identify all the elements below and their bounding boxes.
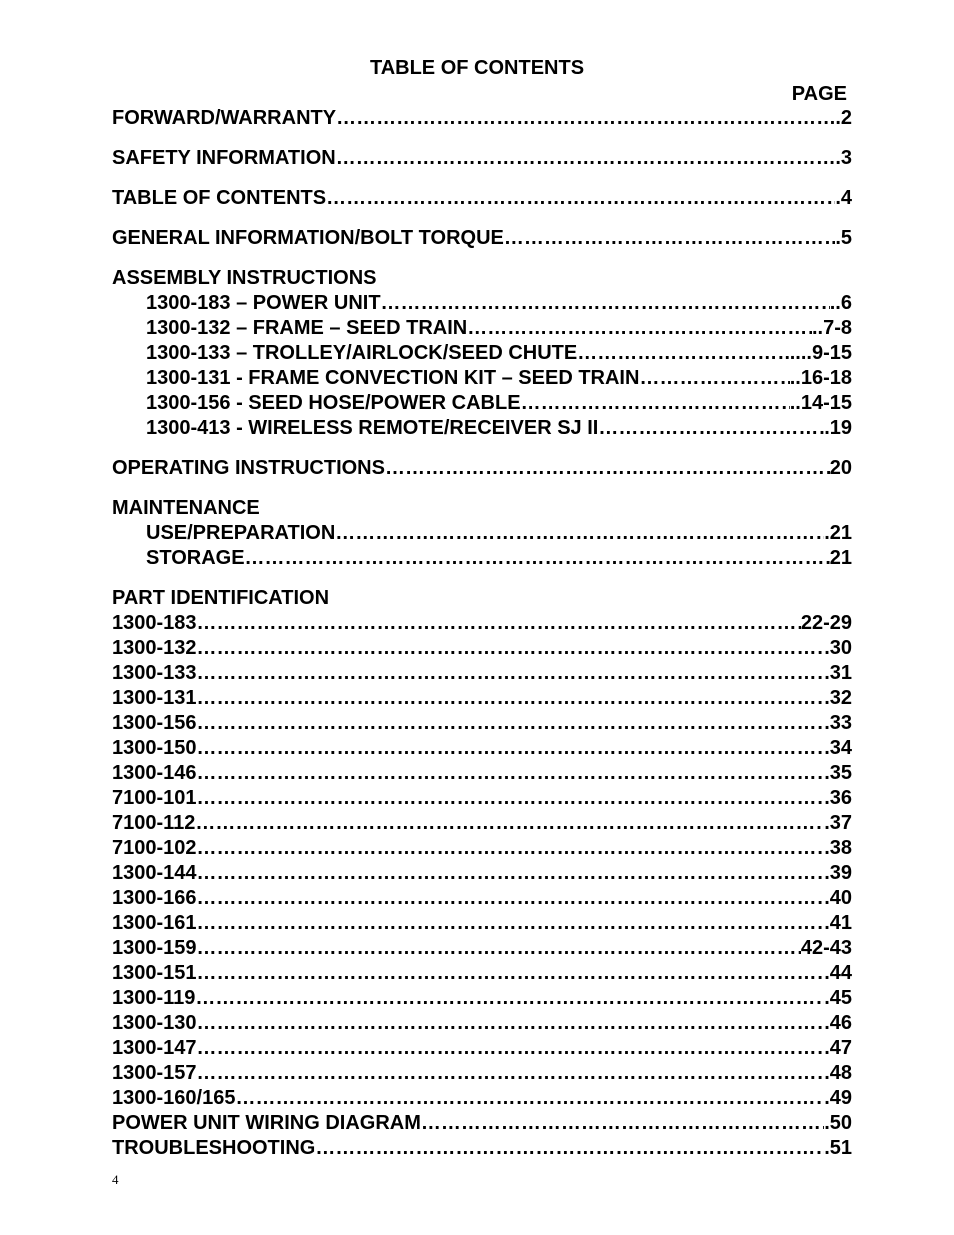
toc-entry-page: .2 (835, 107, 852, 129)
toc-entry-page: .50 (824, 1112, 852, 1134)
toc-entry-label: 1300-151 (112, 962, 197, 984)
toc-entry-label: 1300-413 - WIRELESS REMOTE/RECEIVER SJ II (146, 417, 599, 439)
toc-dot-leader (197, 611, 801, 636)
toc-dot-leader (385, 456, 830, 481)
toc-entry (112, 686, 852, 711)
toc-entry (112, 1136, 852, 1161)
toc-entry-page: .44 (824, 962, 852, 984)
toc-entry-label: SAFETY INFORMATION (112, 147, 336, 169)
toc-entry (112, 936, 852, 961)
toc-entry-page: .21 (824, 522, 852, 544)
toc-entry (112, 1036, 852, 1061)
toc-entry-page: .33 (824, 712, 852, 734)
toc-entry-label: 1300-156 (112, 712, 197, 734)
toc-dot-leader (195, 986, 824, 1011)
toc-entry-page: .46 (824, 1012, 852, 1034)
toc-entry-page: ..14-15 (789, 392, 852, 414)
toc-dot-leader (467, 316, 812, 341)
toc-entry-page: .19 (824, 417, 852, 439)
toc-entry-page: .40 (824, 887, 852, 909)
toc-entry-label: 1300-161 (112, 912, 197, 934)
toc-entry-page: .47 (824, 1037, 852, 1059)
toc-entry-page: .45 (824, 987, 852, 1009)
toc-dot-leader (197, 836, 825, 861)
toc-dot-leader (336, 106, 835, 131)
toc-entry-page: ..16-18 (789, 367, 852, 389)
toc-entry (112, 521, 852, 546)
toc-entry-label: 7100-102 (112, 837, 197, 859)
toc-entry (112, 366, 852, 391)
toc-dot-leader (197, 786, 825, 811)
toc-dot-leader (197, 1061, 825, 1086)
toc-dot-leader (521, 391, 790, 416)
toc-entry-page: .35 (824, 762, 852, 784)
toc-entry (112, 661, 852, 686)
toc-entry-page: .49 (824, 1087, 852, 1109)
toc-entry-label: POWER UNIT WIRING DIAGRAM (112, 1112, 421, 1134)
toc-dot-leader (197, 661, 825, 686)
toc-entry (112, 1061, 852, 1086)
toc-entry-label: 1300-132 – FRAME – SEED TRAIN (146, 317, 468, 339)
toc-entry (112, 711, 852, 736)
toc-dot-leader (598, 416, 824, 441)
toc-dot-leader (197, 711, 825, 736)
toc-entry-label: 1300-131 (112, 687, 197, 709)
toc-entry-page: .38 (824, 837, 852, 859)
toc-entry-label: 7100-112 (112, 812, 196, 834)
toc-entry-page: 20 (829, 457, 852, 479)
toc-entry (112, 611, 852, 636)
toc-entry-page: .5 (835, 227, 852, 249)
toc-section-header (112, 496, 852, 521)
toc-entry (112, 1111, 852, 1136)
toc-dot-leader (195, 811, 824, 836)
toc-entry (112, 1086, 852, 1111)
toc-entry-page: .31 (824, 662, 852, 684)
toc-dot-leader (577, 341, 790, 366)
toc-entry-label: 7100-101 (112, 787, 197, 809)
toc-entry-page: 21 (829, 547, 852, 569)
toc-entry-page: .37 (824, 812, 852, 834)
toc-dot-leader (235, 1086, 824, 1111)
toc-entry-label: 1300-144 (112, 862, 197, 884)
toc-dot-leader (197, 911, 825, 936)
toc-entry (112, 636, 852, 661)
toc-entry-page: .30 (824, 637, 852, 659)
toc-entry-label: TROUBLESHOOTING (112, 1137, 316, 1159)
toc-entry (112, 736, 852, 761)
toc-entry-label: 1300-166 (112, 887, 197, 909)
toc-entry-label: USE/PREPARATION (146, 522, 336, 544)
toc-entry (112, 416, 852, 441)
toc-entry (112, 226, 852, 251)
toc-entry-page: .34 (824, 737, 852, 759)
toc-entry (112, 341, 852, 366)
toc-dot-leader (421, 1111, 824, 1136)
toc-dot-leader (197, 761, 825, 786)
toc-dot-leader (197, 686, 825, 711)
toc-entry-page: ....9-15 (789, 342, 852, 364)
toc-entry-label: 1300-183 – POWER UNIT (146, 292, 381, 314)
toc-dot-leader (197, 636, 825, 661)
toc-entry-label: MAINTENANCE (112, 497, 260, 519)
toc-entry-label: 1300-183 (112, 612, 197, 634)
toc-entry (112, 1011, 852, 1036)
toc-entry (112, 106, 852, 131)
toc-entry-page: .51 (824, 1137, 852, 1159)
toc-entry-page: ..6 (829, 292, 852, 314)
toc-entry-label: 1300-160/165 (112, 1087, 236, 1109)
toc-dot-leader (197, 936, 801, 961)
toc-entry-label: 1300-156 - SEED HOSE/POWER CABLE (146, 392, 521, 414)
toc-entry (112, 761, 852, 786)
toc-entry-page: .48 (824, 1062, 852, 1084)
toc-entry (112, 886, 852, 911)
toc-entry (112, 861, 852, 886)
toc-entry-page: .4 (835, 187, 852, 209)
toc-entry (112, 316, 852, 341)
toc-entry-page: .36 (824, 787, 852, 809)
toc-entry (112, 811, 852, 836)
toc-dot-leader (335, 521, 824, 546)
toc-entry (112, 146, 852, 171)
toc-dot-leader (315, 1136, 824, 1161)
toc-dot-leader (197, 1011, 825, 1036)
toc-dot-leader (336, 146, 836, 171)
toc-entry-label: 1300-119 (112, 987, 196, 1009)
toc-entry-label: PART IDENTIFICATION (112, 587, 330, 609)
toc-section-header (112, 586, 852, 611)
toc-entry-label: FORWARD/WARRANTY (112, 107, 337, 129)
toc-entry-page: .39 (824, 862, 852, 884)
toc-section-header (112, 266, 852, 291)
toc-entry-label: 1300-130 (112, 1012, 197, 1034)
toc-entry-label: ASSEMBLY INSTRUCTIONS (112, 267, 377, 289)
toc-entry (112, 456, 852, 481)
toc-entry-page: .41 (824, 912, 852, 934)
toc-dot-leader (326, 186, 835, 211)
toc-entry-label: 1300-157 (112, 1062, 197, 1084)
toc-entry-label: 1300-133 (112, 662, 197, 684)
toc-entry-page: 22-29 (800, 612, 852, 634)
toc-dot-leader (197, 961, 825, 986)
toc-entry-page: 42-43 (800, 937, 852, 959)
toc-entry-label: 1300-159 (112, 937, 197, 959)
toc-entry-label: 1300-131 - FRAME CONVECTION KIT – SEED TRAIN (146, 367, 640, 389)
table-of-contents (112, 106, 852, 1161)
toc-entry (112, 836, 852, 861)
toc-entry-label: 1300-132 (112, 637, 197, 659)
toc-entry-page: ..7-8 (811, 317, 852, 339)
toc-entry (112, 291, 852, 316)
toc-entry-label: OPERATING INSTRUCTIONS (112, 457, 385, 479)
footer-page-number: 4 (112, 1172, 119, 1187)
toc-entry (112, 546, 852, 571)
toc-entry-label: 1300-147 (112, 1037, 197, 1059)
toc-entry-label: GENERAL INFORMATION/BOLT TORQUE (112, 227, 504, 249)
toc-entry-label: 1300-146 (112, 762, 197, 784)
toc-entry-label: TABLE OF CONTENTS (112, 187, 327, 209)
toc-dot-leader (381, 291, 830, 316)
toc-dot-leader (245, 546, 830, 571)
toc-dot-leader (504, 226, 835, 251)
toc-entry (112, 961, 852, 986)
toc-entry-label: 1300-133 – TROLLEY/AIRLOCK/SEED CHUTE (146, 342, 578, 364)
toc-dot-leader (197, 1036, 825, 1061)
toc-entry (112, 986, 852, 1011)
toc-entry (112, 391, 852, 416)
toc-dot-leader (639, 366, 789, 391)
toc-entry-page: .3 (835, 147, 852, 169)
toc-entry (112, 911, 852, 936)
toc-dot-leader (197, 736, 825, 761)
toc-entry (112, 786, 852, 811)
toc-entry-label: 1300-150 (112, 737, 197, 759)
toc-entry-page: .32 (824, 687, 852, 709)
toc-dot-leader (197, 861, 825, 886)
toc-entry-label: STORAGE (146, 547, 245, 569)
toc-entry (112, 186, 852, 211)
page-title: TABLE OF CONTENTS (369, 57, 585, 79)
page-column-label: PAGE (791, 83, 847, 105)
toc-dot-leader (197, 886, 825, 911)
